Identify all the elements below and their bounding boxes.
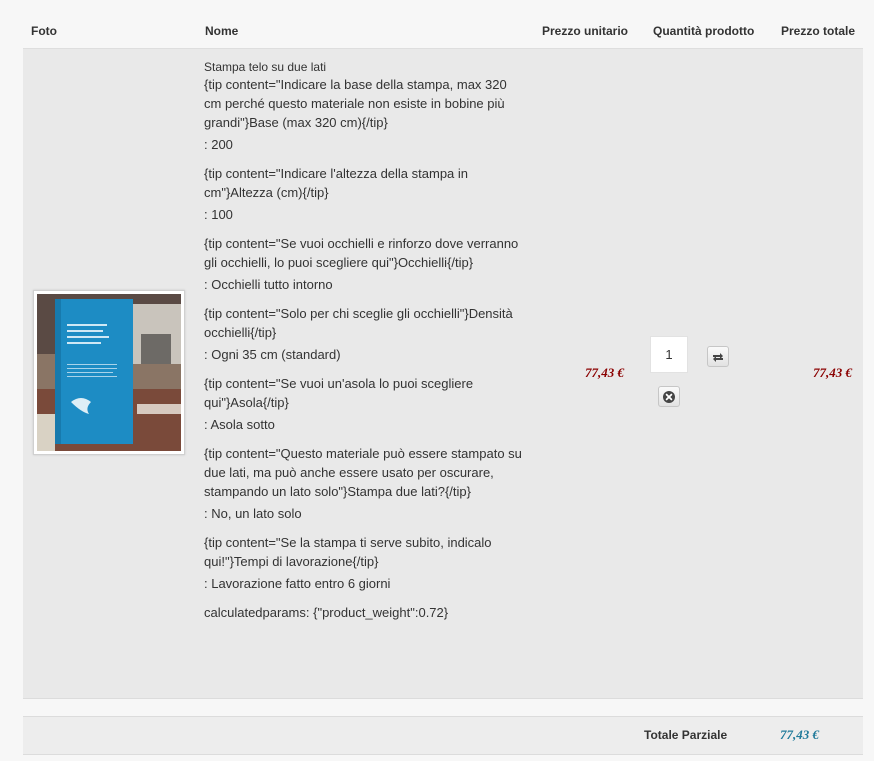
column-header-foto: Foto — [31, 24, 57, 38]
product-details — [204, 59, 524, 622]
param-value-base: : 200 — [204, 137, 233, 152]
param-label-occhielli: {tip content="Se vuoi occhielli e rinforzo dove verranno gli occhielli, lo puoi scegliere qui"}Occhielli{/tip} — [204, 236, 519, 270]
param-value-occhielli: : Occhielli tutto intorno — [204, 277, 333, 292]
product-image[interactable] — [33, 290, 185, 455]
param-label-tempi: {tip content="Se la stampa ti serve subito, indicalo qui!"}Tempi di lavorazione{/tip} — [204, 535, 492, 569]
param-label-densita: {tip content="Solo per chi sceglie gli occhielli"}Densità occhielli{/tip} — [204, 306, 513, 340]
param-label-base: {tip content="Indicare la base della stampa, max 320 cm perché questo materiale non esiste in bobine più grandi"}Base (max 320 cm){/tip} — [204, 77, 507, 130]
param-label-asola: {tip content="Se vuoi un'asola lo puoi scegliere qui"}Asola{/tip} — [204, 376, 474, 410]
param-value-densita: : Ogni 35 cm (standard) — [204, 347, 341, 362]
cart-item-row — [23, 49, 863, 699]
product-photo — [37, 294, 181, 451]
column-header-prezzo-totale: Prezzo totale — [781, 24, 856, 38]
refresh-icon — [711, 350, 725, 364]
unit-price: 77,43 € — [585, 365, 624, 380]
subtotal-value: 77,43 € — [780, 727, 819, 742]
remove-icon — [662, 390, 676, 404]
cart-table-header — [23, 0, 863, 49]
total-price: 77,43 € — [813, 365, 852, 380]
param-value-asola: : Asola sotto — [204, 417, 275, 432]
param-label-stampa-due-lati: {tip content="Questo materiale può essere stampato su due lati, ma può anche essere usato per oscurare, stampando un lato solo"}Stampa due lati?{/tip} — [204, 446, 522, 499]
column-header-quantita: Quantità prodotto — [653, 24, 755, 38]
param-value-tempi: : Lavorazione fatto entro 6 giorni — [204, 576, 391, 591]
calculated-params: calculatedparams: {"product_weight":0.72} — [204, 605, 449, 620]
remove-item-button[interactable] — [658, 386, 680, 407]
quantity-input[interactable]: 1 — [650, 336, 688, 373]
param-value-stampa-due-lati: : No, un lato solo — [204, 506, 302, 521]
subtotal-row — [23, 716, 863, 755]
column-header-prezzo-unitario: Prezzo unitario — [542, 24, 629, 38]
subtotal-label: Totale Parziale — [644, 728, 728, 742]
param-value-altezza: : 100 — [204, 207, 233, 222]
update-quantity-button[interactable] — [707, 346, 729, 367]
product-title[interactable]: Stampa telo su due lati — [204, 60, 327, 74]
column-header-nome: Nome — [205, 24, 239, 38]
param-label-altezza: {tip content="Indicare l'altezza della stampa in cm"}Altezza (cm){/tip} — [204, 166, 469, 200]
